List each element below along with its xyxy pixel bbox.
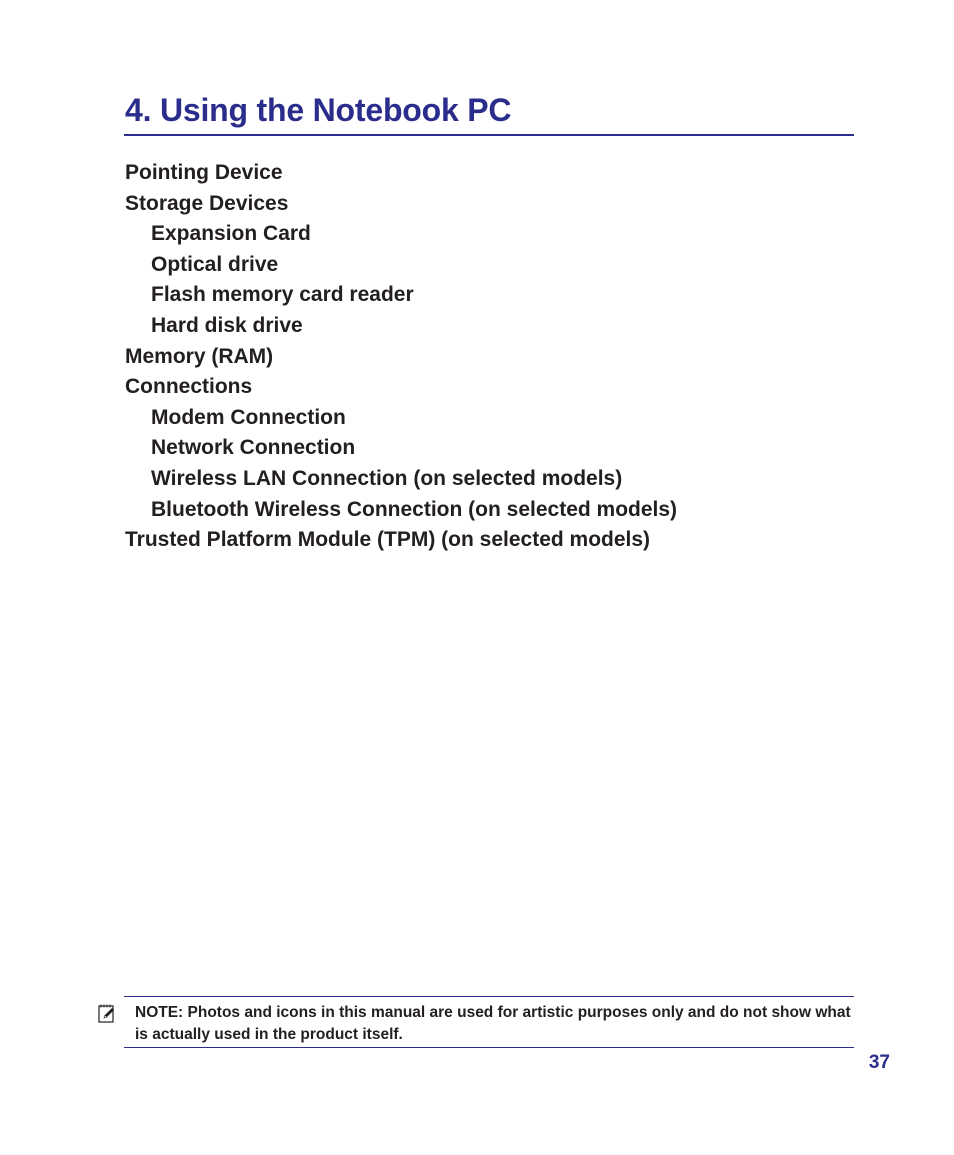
toc-item-memory: Memory (RAM) [125,344,274,368]
toc-item-storage-devices: Storage Devices [125,191,289,215]
toc-item-hard-disk-drive: Hard disk drive [151,313,303,337]
note-text: NOTE: Photos and icons in this manual are used for artistic purposes only and do not show what is actually used in the product itself. [135,1004,851,1043]
toc-item-bluetooth-connection: Bluetooth Wireless Connection (on selected models) [151,497,678,521]
note-pencil-icon [98,1003,116,1023]
page-title: 4. Using the Notebook PC [125,92,512,128]
table-of-contents [125,158,677,556]
page-number: 37 [868,1052,890,1073]
title-divider [124,134,854,136]
toc-item-expansion-card: Expansion Card [151,222,311,246]
toc-item-network-connection: Network Connection [151,436,356,460]
note-box [124,996,854,1048]
toc-item-connections: Connections [125,375,253,399]
toc-item-trusted-platform-module: Trusted Platform Module (TPM) (on selected models) [125,528,651,552]
toc-item-pointing-device: Pointing Device [125,161,283,184]
toc-item-flash-memory-card-reader: Flash memory card reader [151,283,414,307]
toc-item-optical-drive: Optical drive [151,252,279,276]
toc-item-wireless-lan-connection: Wireless LAN Connection (on selected models) [151,466,623,490]
toc-item-modem-connection: Modem Connection [151,405,346,429]
